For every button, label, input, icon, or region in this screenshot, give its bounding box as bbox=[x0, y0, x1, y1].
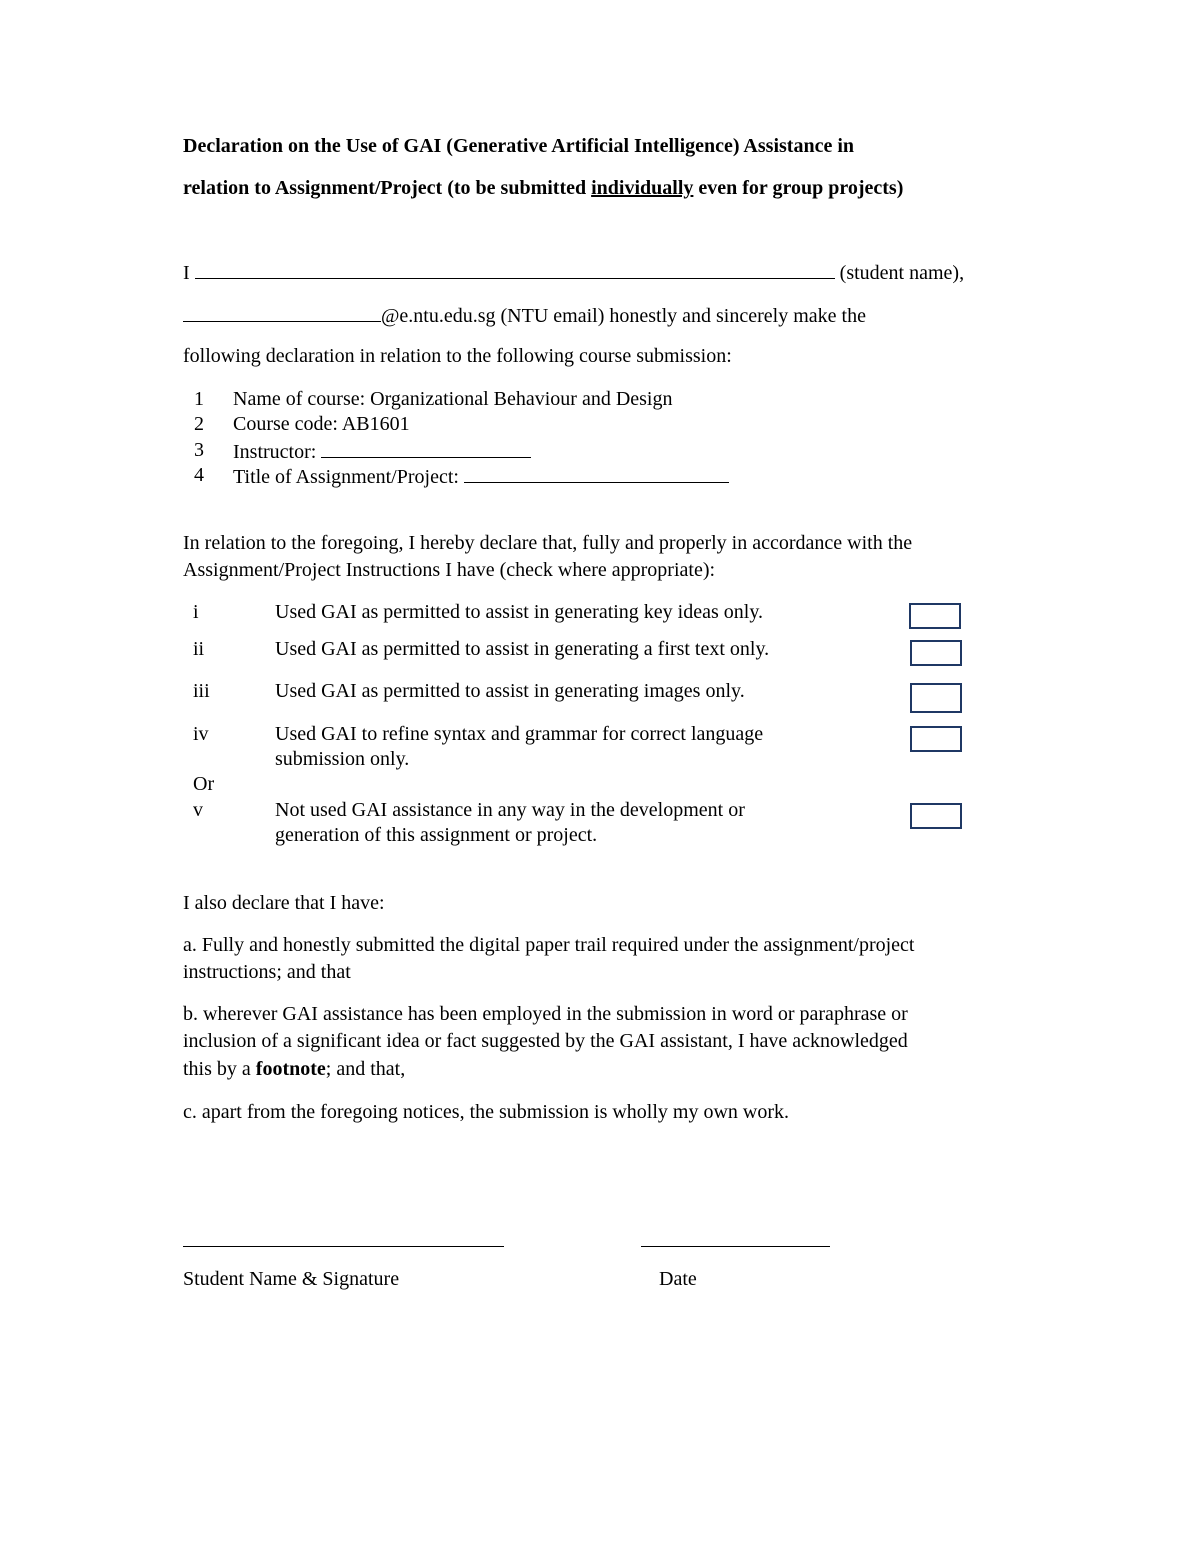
course-item-instructor bbox=[233, 439, 531, 464]
option-text: Not used GAI assistance in any way in the development or bbox=[275, 799, 745, 821]
clause-a-line1: a. Fully and honestly submitted the digital paper trail required under the assignment/project bbox=[183, 934, 915, 956]
declare-intro-line1: In relation to the foregoing, I hereby declare that, fully and properly in accordance with the bbox=[183, 532, 913, 554]
date-line[interactable] bbox=[641, 1246, 830, 1247]
option-text: Used GAI as permitted to assist in generating key ideas only. bbox=[275, 601, 764, 623]
instructor-field[interactable] bbox=[321, 439, 531, 458]
clause-c: c. apart from the foregoing notices, the submission is wholly my own work. bbox=[183, 1101, 790, 1123]
option-iv-checkbox[interactable] bbox=[910, 726, 962, 752]
student-name-hint: (student name), bbox=[839, 262, 965, 284]
option-text: Used GAI as permitted to assist in generating a first text only. bbox=[275, 638, 770, 660]
email-field[interactable] bbox=[183, 303, 381, 322]
course-item-num: 3 bbox=[194, 439, 204, 461]
course-item-name: Name of course: Organizational Behaviour and Design bbox=[233, 388, 673, 410]
signature-line[interactable] bbox=[183, 1246, 504, 1247]
page-title-line2 bbox=[183, 177, 903, 200]
page-title-line1: Declaration on the Use of GAI (Generative Artificial Intelligence) Assistance in bbox=[183, 135, 854, 157]
option-num: v bbox=[193, 799, 203, 821]
email-suffix: @e.ntu.edu.sg (NTU email) honestly and sincerely make the bbox=[381, 305, 866, 327]
date-label: Date bbox=[659, 1268, 697, 1290]
option-num: iii bbox=[193, 680, 210, 702]
course-item-code: Course code: AB1601 bbox=[233, 413, 410, 435]
clause-b-line3-end: ; and that, bbox=[325, 1058, 406, 1080]
also-declare-heading: I also declare that I have: bbox=[183, 892, 385, 914]
option-ii-checkbox[interactable] bbox=[910, 640, 962, 666]
or-label: Or bbox=[193, 773, 215, 795]
assignment-title-label: Title of Assignment/Project: bbox=[233, 466, 459, 488]
student-name-field[interactable] bbox=[195, 260, 835, 279]
assignment-title-field[interactable] bbox=[464, 464, 729, 483]
course-item-num: 1 bbox=[194, 388, 204, 410]
option-num: ii bbox=[193, 638, 205, 660]
option-text: Used GAI as permitted to assist in generating images only. bbox=[275, 680, 745, 702]
clause-b-line1: b. wherever GAI assistance has been employed in the submission in word or paraphrase or bbox=[183, 1003, 908, 1025]
title-emphasis-individually: individually bbox=[591, 177, 694, 199]
option-num: i bbox=[193, 601, 199, 623]
clause-a-line2: instructions; and that bbox=[183, 961, 351, 983]
footnote-emphasis: footnote bbox=[255, 1058, 326, 1080]
course-item-title bbox=[233, 464, 729, 489]
email-line bbox=[183, 303, 866, 328]
option-i-checkbox[interactable] bbox=[909, 603, 961, 629]
clause-b-line2: inclusion of a significant idea or fact suggested by the GAI assistant, I have acknowledged bbox=[183, 1030, 908, 1052]
signature-label: Student Name & Signature bbox=[183, 1268, 400, 1290]
option-v-checkbox[interactable] bbox=[910, 803, 962, 829]
clause-b-line3-start: this by a bbox=[183, 1058, 256, 1080]
course-item-num: 4 bbox=[194, 464, 204, 486]
clause-b-line3 bbox=[183, 1058, 405, 1081]
option-num: iv bbox=[193, 723, 209, 745]
student-name-line bbox=[183, 260, 964, 285]
option-text: Used GAI to refine syntax and grammar for correct language bbox=[275, 723, 764, 745]
declare-intro-line2: Assignment/Project Instructions I have (check where appropriate): bbox=[183, 559, 716, 581]
i-prefix: I bbox=[183, 262, 190, 284]
option-text-cont: generation of this assignment or project. bbox=[275, 824, 598, 846]
option-iii-checkbox[interactable] bbox=[910, 683, 962, 713]
option-text-cont: submission only. bbox=[275, 748, 410, 770]
instructor-label: Instructor: bbox=[233, 441, 317, 463]
intro-line3: following declaration in relation to the following course submission: bbox=[183, 345, 732, 367]
title-line2-end: even for group projects) bbox=[693, 177, 904, 199]
title-line2-start: relation to Assignment/Project (to be submitted bbox=[183, 177, 592, 199]
course-item-num: 2 bbox=[194, 413, 204, 435]
